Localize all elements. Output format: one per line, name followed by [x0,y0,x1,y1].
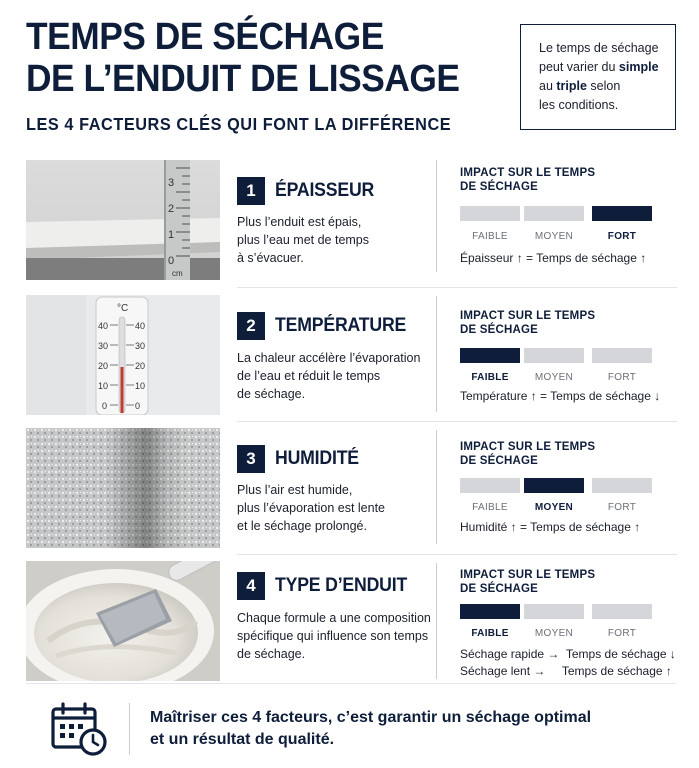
thickness-illustration [26,160,220,280]
factor-4-relation-slow: Séchage lent → Temps de séchage ↑ [460,664,672,678]
impact-title-line: DE SÉCHAGE [460,583,539,595]
thermo-20-left: 20 [98,361,109,371]
thermometer-illustration [26,295,220,415]
factor-1-title: ÉPAISSEUR [275,180,375,201]
impact-label-faible: FAIBLE [471,628,509,639]
thermo-30-right: 30 [135,341,146,351]
impact-label-moyen: MOYEN [534,502,574,513]
note-triple: triple [556,79,587,93]
thermo-30-left: 30 [98,341,109,351]
impact-label-moyen: MOYEN [534,231,574,242]
page-title-line-1: TEMPS DE SÉCHAGE [26,16,384,58]
divider [436,563,437,679]
factor-2-number: 2 [237,312,265,340]
row-separator [237,554,677,555]
footer-line-2: et un résultat de qualité. [150,731,335,748]
note-line-2 [539,58,665,77]
plaster-bucket-illustration [26,561,220,681]
page-title [26,16,472,100]
ruler-mark-0: 0 [168,255,175,267]
factor-2-description [237,349,433,403]
thermo-unit: °C [117,303,129,314]
impact-label-faible: FAIBLE [472,231,508,242]
factor-1-desc-line: Plus l’enduit est épais, [237,215,362,229]
factor-3-impact-title [460,440,595,468]
photo-temperature [26,295,220,415]
factor-4-desc-line: spécifique qui influence son temps [237,629,429,643]
thermo-10-left: 10 [98,381,109,391]
photo-humidity [26,428,220,548]
calendar-clock-icon [50,702,108,758]
impact-label-fort: FORT [607,231,637,242]
divider [436,430,437,544]
ruler-mark-2: 2 [168,203,175,215]
impact-title-line: IMPACT SUR LE TEMPS [460,569,596,581]
factor-4-impact-title [460,568,595,596]
ruler-mark-3: 3 [168,177,175,189]
impact-label-moyen: MOYEN [534,628,574,639]
impact-bar-fort [592,206,652,221]
factor-2-relation: Température ↑ = Temps de séchage ↓ [460,389,661,403]
impact-title-line: DE SÉCHAGE [460,455,539,467]
factor-3-desc-line: Plus l’air est humide, [237,483,353,497]
factor-4-title: TYPE D’ENDUIT [275,575,408,596]
impact-title-line: DE SÉCHAGE [460,181,539,193]
row-separator [237,421,677,422]
thermo-40-left: 40 [98,321,109,331]
impact-bar-faible [460,348,520,363]
factor-4-description [237,609,433,663]
impact-title-line: IMPACT SUR LE TEMPS [460,310,596,322]
footer-conclusion [150,707,591,751]
divider [436,296,437,412]
factor-3-description [237,481,433,535]
row-separator [237,287,677,288]
note-line-3-end: selon [586,79,621,93]
factor-2-impact-title [460,309,595,337]
note-line-2-text: peut varier du [539,60,619,74]
thermo-0-right: 0 [135,401,141,411]
note-line-4: les conditions. [539,98,619,112]
impact-bar-faible [460,478,520,493]
impact-bar-faible [460,206,520,221]
factor-4-relation-fast: Séchage rapide → Temps de séchage ↓ [460,647,676,661]
factor-2-impact-bars [460,348,656,383]
thermo-10-right: 10 [135,381,146,391]
thermo-40-right: 40 [135,321,146,331]
page-subtitle: LES 4 FACTEURS CLÉS QUI FONT LA DIFFÉRENCE [26,114,452,134]
impact-bar-fort [592,478,652,493]
impact-bar-moyen [524,478,584,493]
impact-label-fort: FORT [607,502,637,513]
page-title-line-2: DE L’ENDUIT DE LISSAGE [26,58,460,100]
thermo-20-right: 20 [135,361,146,371]
footer-divider [129,703,130,755]
factor-3-desc-line: plus l’évaporation est lente [237,501,386,515]
factor-4-number: 4 [237,572,265,600]
ruler-unit: cm [172,269,183,278]
impact-title-line: DE SÉCHAGE [460,324,539,336]
factor-3-impact-bars [460,478,656,513]
impact-label-moyen: MOYEN [534,372,574,383]
factor-1-impact-title [460,166,595,194]
factor-4-desc-line: de séchage. [237,647,306,661]
impact-bar-fort [592,604,652,619]
thermo-0-left: 0 [102,401,108,411]
note-simple: simple [618,60,659,74]
factor-1-relation: Épaisseur ↑ = Temps de séchage ↑ [460,251,647,265]
impact-bar-moyen [524,348,584,363]
note-line-3 [539,77,665,96]
factor-1-impact-bars [460,206,656,242]
factor-3-relation: Humidité ↑ = Temps de séchage ↑ [460,520,641,534]
factor-2-title: TEMPÉRATURE [275,315,407,336]
factor-3-desc-line: et le séchage prolongé. [237,519,367,533]
impact-label-fort: FORT [607,372,637,383]
factor-1-number: 1 [237,177,265,205]
impact-label-faible: FAIBLE [471,372,509,383]
footer-line-1: Maîtriser ces 4 facteurs, c’est garantir un séchage optimal [150,709,592,726]
note-line-3-text: au [539,79,557,93]
factor-4-desc-line: Chaque formule a une composition [237,611,431,625]
divider [436,160,437,272]
factor-2-desc-line: de l’eau et réduit le temps [237,369,381,383]
factor-1-description [237,213,433,267]
factor-1-desc-line: à s’évacuer. [237,251,304,265]
note-line-1: Le temps de séchage [539,41,659,55]
ruler-mark-1: 1 [168,229,175,241]
photo-thickness [26,160,220,280]
photo-plaster-type [26,561,220,681]
factor-3-number: 3 [237,445,265,473]
header [26,16,506,135]
impact-bar-faible [460,604,520,619]
impact-bar-moyen [524,604,584,619]
factor-1-desc-line: plus l’eau met de temps [237,233,370,247]
impact-label-faible: FAIBLE [472,502,508,513]
impact-bar-moyen [524,206,584,221]
factor-3-title: HUMIDITÉ [275,448,359,469]
impact-label-fort: FORT [607,628,637,639]
factor-4-impact-bars [460,604,656,639]
info-note-box [520,24,676,130]
impact-title-line: IMPACT SUR LE TEMPS [460,441,596,453]
factor-2-desc-line: de séchage. [237,387,306,401]
impact-title-line: IMPACT SUR LE TEMPS [460,167,596,179]
footer-separator [26,683,676,684]
humid-glass-illustration [26,428,220,548]
factor-2-desc-line: La chaleur accélère l’évaporation [237,351,421,365]
impact-bar-fort [592,348,652,363]
